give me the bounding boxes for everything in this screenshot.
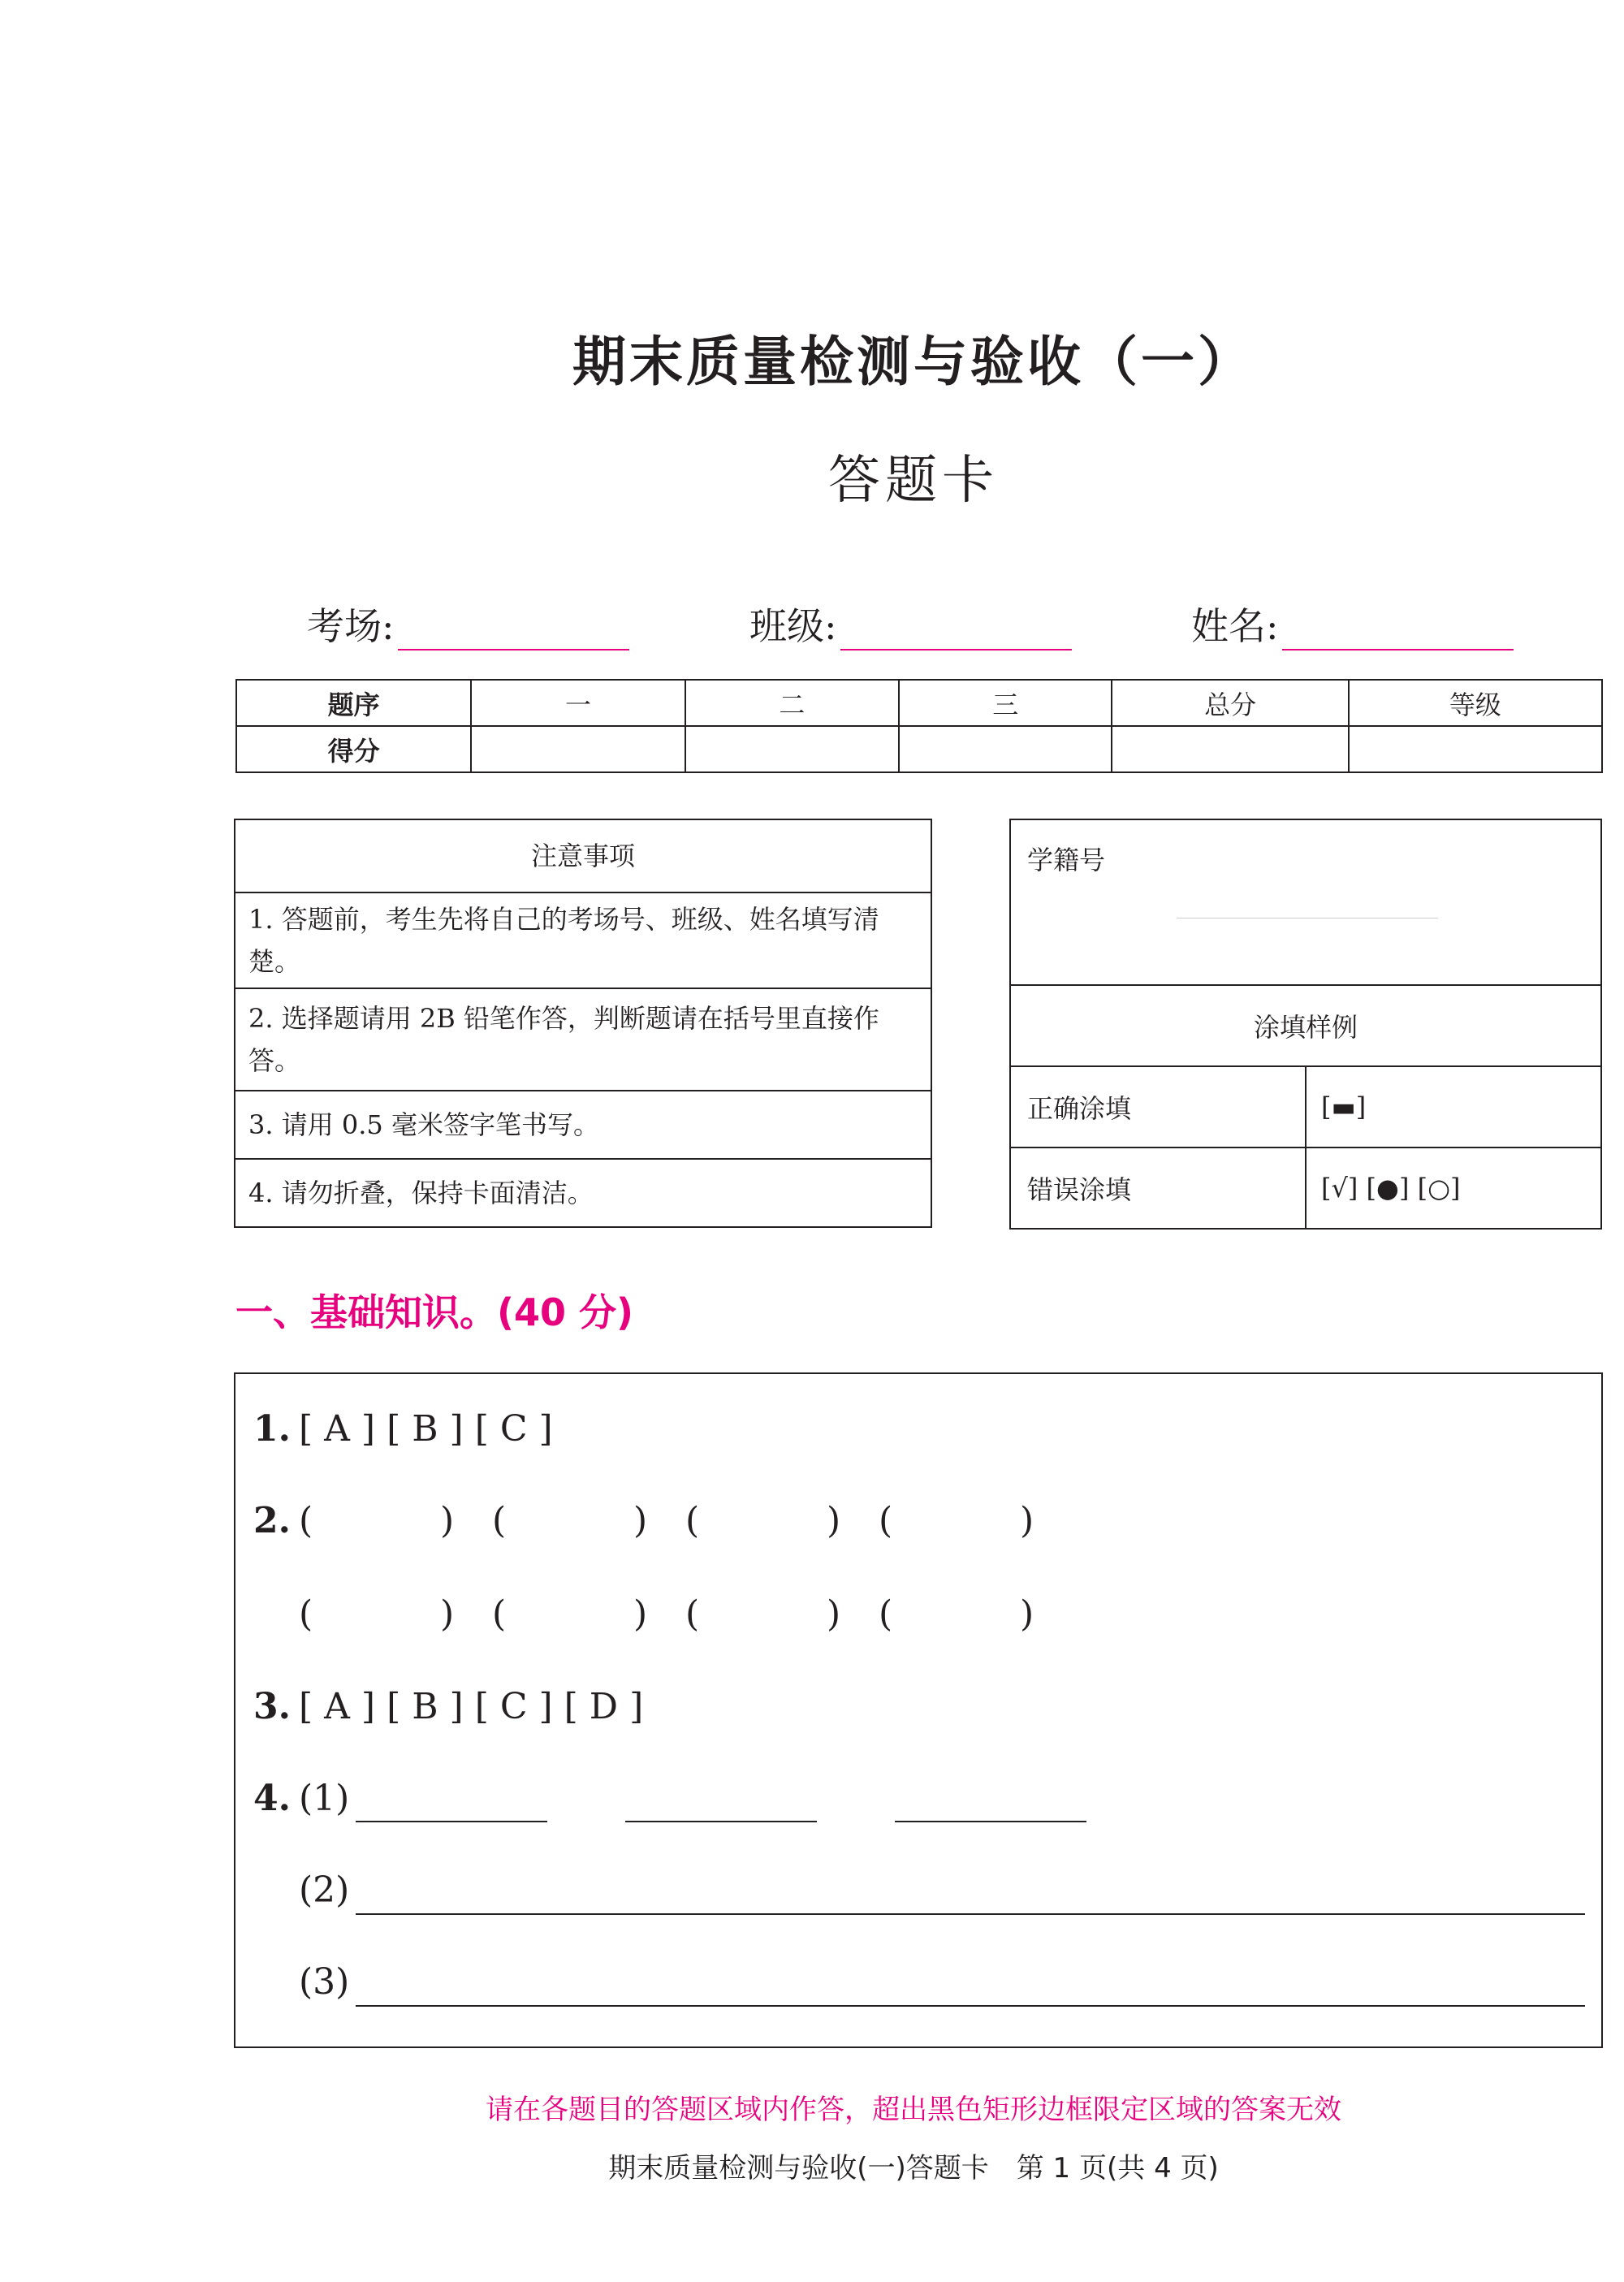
correct-fill-label: 正确涂填 (1011, 1067, 1307, 1147)
class-input[interactable] (840, 613, 1072, 650)
paren-blank (440, 1500, 454, 1541)
paren-blank (440, 1593, 454, 1635)
correct-fill-row (1011, 1065, 1600, 1147)
correct-fill-example: [▬] (1321, 1091, 1367, 1122)
table-cell: 得分 (236, 726, 471, 772)
notice-item: 1. 答题前，考生先将自己的考场号、班级、姓名填写清楚。 (235, 892, 931, 988)
q4-answer-line[interactable] (356, 1913, 1585, 1915)
paren-open: ( (299, 1500, 313, 1541)
q4-blank[interactable] (895, 1821, 1086, 1822)
paren-open: ( (492, 1500, 507, 1541)
notice-item: 3. 请用 0.5 毫米签字笔书写。 (235, 1090, 931, 1158)
question-4 (253, 1778, 349, 1819)
q4-sub-label: (1) (299, 1778, 350, 1819)
paren-open: ( (685, 1500, 700, 1541)
q1-options[interactable]: [ A ] [ B ] [ C ] (299, 1408, 553, 1450)
class-field (749, 597, 1072, 650)
answer-area (234, 1372, 1603, 2048)
paren-open: ( (685, 1593, 700, 1635)
q4-answer-line[interactable] (356, 2005, 1585, 2007)
paren-open: ( (879, 1593, 893, 1635)
student-id-section (1011, 820, 1600, 984)
table-cell: 总分 (1112, 680, 1348, 726)
question-2 (253, 1500, 299, 1541)
student-id-label: 学籍号 (1027, 845, 1106, 875)
name-field (1191, 597, 1514, 650)
paren-open: ( (299, 1593, 313, 1635)
paren-open: ( (879, 1500, 893, 1541)
score-input[interactable] (1112, 726, 1348, 772)
exam-room-field (307, 597, 629, 650)
paren-blank[interactable] (879, 1593, 892, 1635)
notice-title: 注意事项 (530, 841, 635, 871)
question-1 (253, 1408, 553, 1450)
score-input[interactable] (899, 726, 1112, 772)
question-number: 3. (253, 1686, 291, 1727)
notice-item: 2. 选择题请用 2B 铅笔作答，判断题请在括号里直接作答。 (235, 988, 931, 1090)
paren-close: ) (1020, 1593, 1034, 1635)
question-3 (253, 1686, 643, 1727)
score-input[interactable] (471, 726, 685, 772)
paren-close: ) (633, 1500, 648, 1541)
table-cell: 等级 (1349, 680, 1602, 726)
name-input[interactable] (1282, 613, 1514, 650)
paren-close: ) (440, 1500, 455, 1541)
paren-blank (1020, 1500, 1034, 1541)
score-table-header-row (236, 680, 1602, 726)
paren-blank[interactable] (492, 1500, 506, 1541)
paren-blank[interactable] (879, 1500, 892, 1541)
paren-blank (827, 1500, 840, 1541)
page-title: 期末质量检测与验收（一） (572, 331, 1255, 393)
paren-close: ) (827, 1593, 841, 1635)
section-title: 一、基础知识。(40 分) (235, 1290, 634, 1334)
paren-close: ) (633, 1593, 648, 1635)
wrong-fill-label: 错误涂填 (1011, 1148, 1307, 1228)
table-cell: 三 (899, 680, 1112, 726)
table-cell: 题序 (236, 680, 471, 726)
name-label: 姓名: (1191, 604, 1279, 648)
paren-blank[interactable] (685, 1593, 699, 1635)
exam-room-input[interactable] (398, 613, 629, 650)
question-number: 4. (253, 1778, 291, 1819)
question-number: 2. (253, 1500, 291, 1541)
answer-area-warning: 请在各题目的答题区域内作答，超出黑色矩形边框限定区域的答案无效 (486, 2094, 1341, 2126)
q3-options[interactable]: [ A ] [ B ] [ C ] [ D ] (299, 1686, 644, 1727)
q4-blank[interactable] (625, 1821, 817, 1822)
paren-blank[interactable] (492, 1593, 506, 1635)
paren-blank[interactable] (299, 1593, 313, 1635)
notice-item: 4. 请勿折叠，保持卡面清洁。 (235, 1158, 931, 1226)
page-footer: 期末质量检测与验收(一)答题卡 第 1 页(共 4 页) (608, 2152, 1219, 2185)
paren-blank (1020, 1593, 1034, 1635)
wrong-fill-row (1011, 1147, 1600, 1228)
exam-room-label: 考场: (307, 604, 395, 648)
paren-blank[interactable] (299, 1500, 313, 1541)
table-cell: 二 (685, 680, 899, 726)
paren-open: ( (492, 1593, 507, 1635)
paren-close: ) (827, 1500, 841, 1541)
score-input[interactable] (685, 726, 899, 772)
paren-close: ) (440, 1593, 455, 1635)
score-input[interactable] (1349, 726, 1602, 772)
score-table (235, 679, 1603, 773)
table-cell: 一 (471, 680, 685, 726)
notice-box (234, 819, 932, 1228)
paren-blank[interactable] (685, 1500, 699, 1541)
question-number: 1. (253, 1408, 291, 1450)
class-label: 班级: (749, 604, 837, 648)
q4-sub-label: (3) (299, 1961, 350, 2003)
score-table-score-row (236, 726, 1602, 772)
fill-example-title: 涂填样例 (1011, 984, 1600, 1065)
paren-close: ) (1020, 1500, 1034, 1541)
paren-blank (633, 1500, 647, 1541)
student-id-box (1009, 819, 1602, 1230)
page-subtitle: 答题卡 (828, 451, 999, 511)
paren-blank (827, 1593, 840, 1635)
q4-sub-label: (2) (299, 1869, 350, 1911)
q4-blank[interactable] (356, 1821, 547, 1822)
paren-blank (633, 1593, 647, 1635)
wrong-fill-example: [√] [●] [○] (1321, 1173, 1461, 1204)
